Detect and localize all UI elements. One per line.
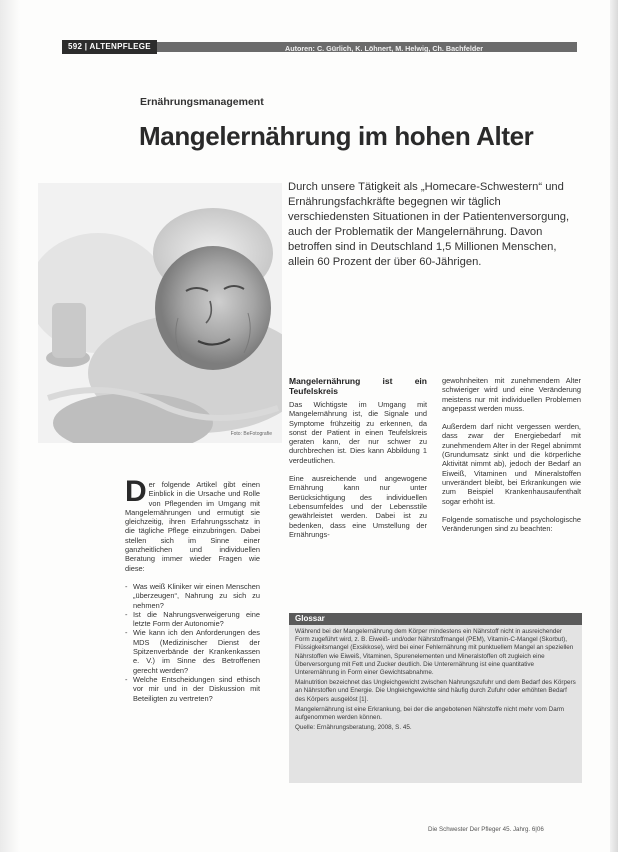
paragraph: Folgende somatische und psychologische Veränderungen sind zu beachten: [442, 514, 581, 534]
glossary-body [289, 625, 582, 737]
authors-line: Autoren: C. Gürlich, K. Löhnert, M. Helwig, Ch. Bachfelder [285, 44, 484, 53]
column-1 [125, 475, 260, 703]
scan-shadow-right [610, 0, 618, 852]
paragraph: gewohnheiten mit zunehmendem Alter schwieriger wird und eine Veränderung meistens nur mit individuellen Problemen angepasst werden muss. [442, 376, 581, 413]
list-item: - Was weiß Kliniker wir einen Menschen „überzeugen“, Nahrung zu sich zu nehmen? [125, 582, 260, 610]
paragraph: Eine ausreichende und angewogene Ernährung kann nur unter Berücksichtigung des individuellen Lebensumfeldes und der Lebensstile gewährleistet werden. Dabei ist zu bedenken, dass eine Umstellung der Ernährungs- [289, 474, 427, 539]
list-item: - Welche Entscheidungen sind ethisch vor mir und in der Diskussion mit Beteiligten zu vertreten? [125, 675, 260, 703]
drop-cap: D [125, 475, 147, 508]
glossary-source: Quelle: Ernährungsberatung, 2008, S. 45. [295, 724, 412, 732]
photo-credit: Foto: BeFotografie [230, 431, 272, 437]
paragraph: Das Wichtigste im Umgang mit Mangelernährung ist, die Signale und Symptome frühzeitig zu erkennen, da sonst der Patient in einen Teufelskreis geraten kann, der nur schwer zu durchbrechen ist. Dies kann Abbildung 1 verdeutlichen. [289, 400, 427, 465]
list-item: - Wie kann ich den Anforderungen des MDS (Medizinischer Dienst der Spitzenverbände der Krankenkassen e. V.) im Sinne des Betroffenen gerecht werden? [125, 628, 260, 674]
scan-shadow-left [0, 0, 20, 852]
glossary-paragraph: Mangelernährung ist eine Erkrankung, bei der die angebotenen Nährstoffe nicht mehr vom Darm aufgenommen werden können. [295, 705, 565, 722]
section-tag: 592 | ALTENPFLEGE [62, 40, 157, 54]
elderly-woman-photo-illustration [38, 183, 282, 443]
column-2 [289, 376, 427, 548]
list-item: - Ist die Nahrungsverweigerung eine letzte Form der Autonomie? [125, 610, 260, 629]
glossary-box [289, 613, 582, 783]
glossary-title: Glossar [289, 613, 582, 625]
lead-text: er folgende Artikel gibt einen Einblick in die Ursache und Rolle von Pflegenden im Umgang mit Mangelernährungen und ermutigt sie gleichzeitig, ihren Erfahrungsschatz in die tägliche Pflege einzubringen. Dabei stellen sich im Sinne einer ganzheitlichen und individuellen Beratung immer wieder Fragen wie diese: [125, 480, 260, 573]
column-3 [442, 376, 581, 542]
article-photo [38, 183, 282, 443]
subheading: Mangelernährung ist ein Teufelskreis [289, 376, 427, 396]
paragraph: Außerdem darf nicht vergessen werden, dass zwar der Energiebedarf mit zunehmendem Alter in der Regel abnimmt (Grundumsatz sinkt und die körperliche Aktivität nimmt ab), jedoch der Bedarf an Eiweiß, Vitaminen und Mineralstoffen unverändert bleibt, bei Erkrankungen wie zum Beispiel Krankenhausaufenthalt sogar erhöht ist. [442, 422, 581, 506]
glossary-paragraph: Während bei der Mangelernährung dem Körper mindestens ein Nährstoff nicht in ausreichender Form zugeführt wird, z. B. Eiweiß- und/oder Nährstoffmangel (PEM), Vitamin-C-Mangel (Skorbut), Flüssigkeitsmangel (Exsikkose), wird bei einer Fehlernährung mit punktuellem Mangel an speziellen Nährstoffen wie Eiweiß, Vitaminen, Spurenelementen und Mineralstoffen oft zugleich eine Überversorgung mit Fett und Zucker deutlich. Die Unterernährung ist eine quantitative Unterernährung in Form einer Gewichtsabnahme. [295, 628, 574, 677]
lead-paragraph [125, 475, 260, 573]
article-headline: Mangelernährung im hohen Alter [139, 121, 534, 151]
glossary-paragraph: Malnutrition bezeichnet das Ungleichgewicht zwischen Nahrungszufuhr und dem Bedarf des Körpers an Nährstoffen und Energie. Die Ungleichgewichte sind häufig durch Zufuhr oder erhöhten Bedarf des Körpers ausgelöst [1]. [295, 679, 576, 703]
question-list [125, 582, 260, 703]
article-intro: Durch unsere Tätigkeit als „Homecare-Schwestern“ und Ernährungsfachkräfte begegnen wir täglich verschiedensten Situationen in der Patientenversorgung, auch der Problematik der Mangelernährung. Davon betroffen sind in Deutschland 1,5 Millionen Menschen, allein 60 Prozent der über 60-Jährigen. [288, 181, 570, 268]
page-footer: Die Schwester Der Pfleger 45. Jahrg. 6|06 [428, 826, 544, 833]
article-kicker: Ernährungsmanagement [140, 96, 264, 108]
